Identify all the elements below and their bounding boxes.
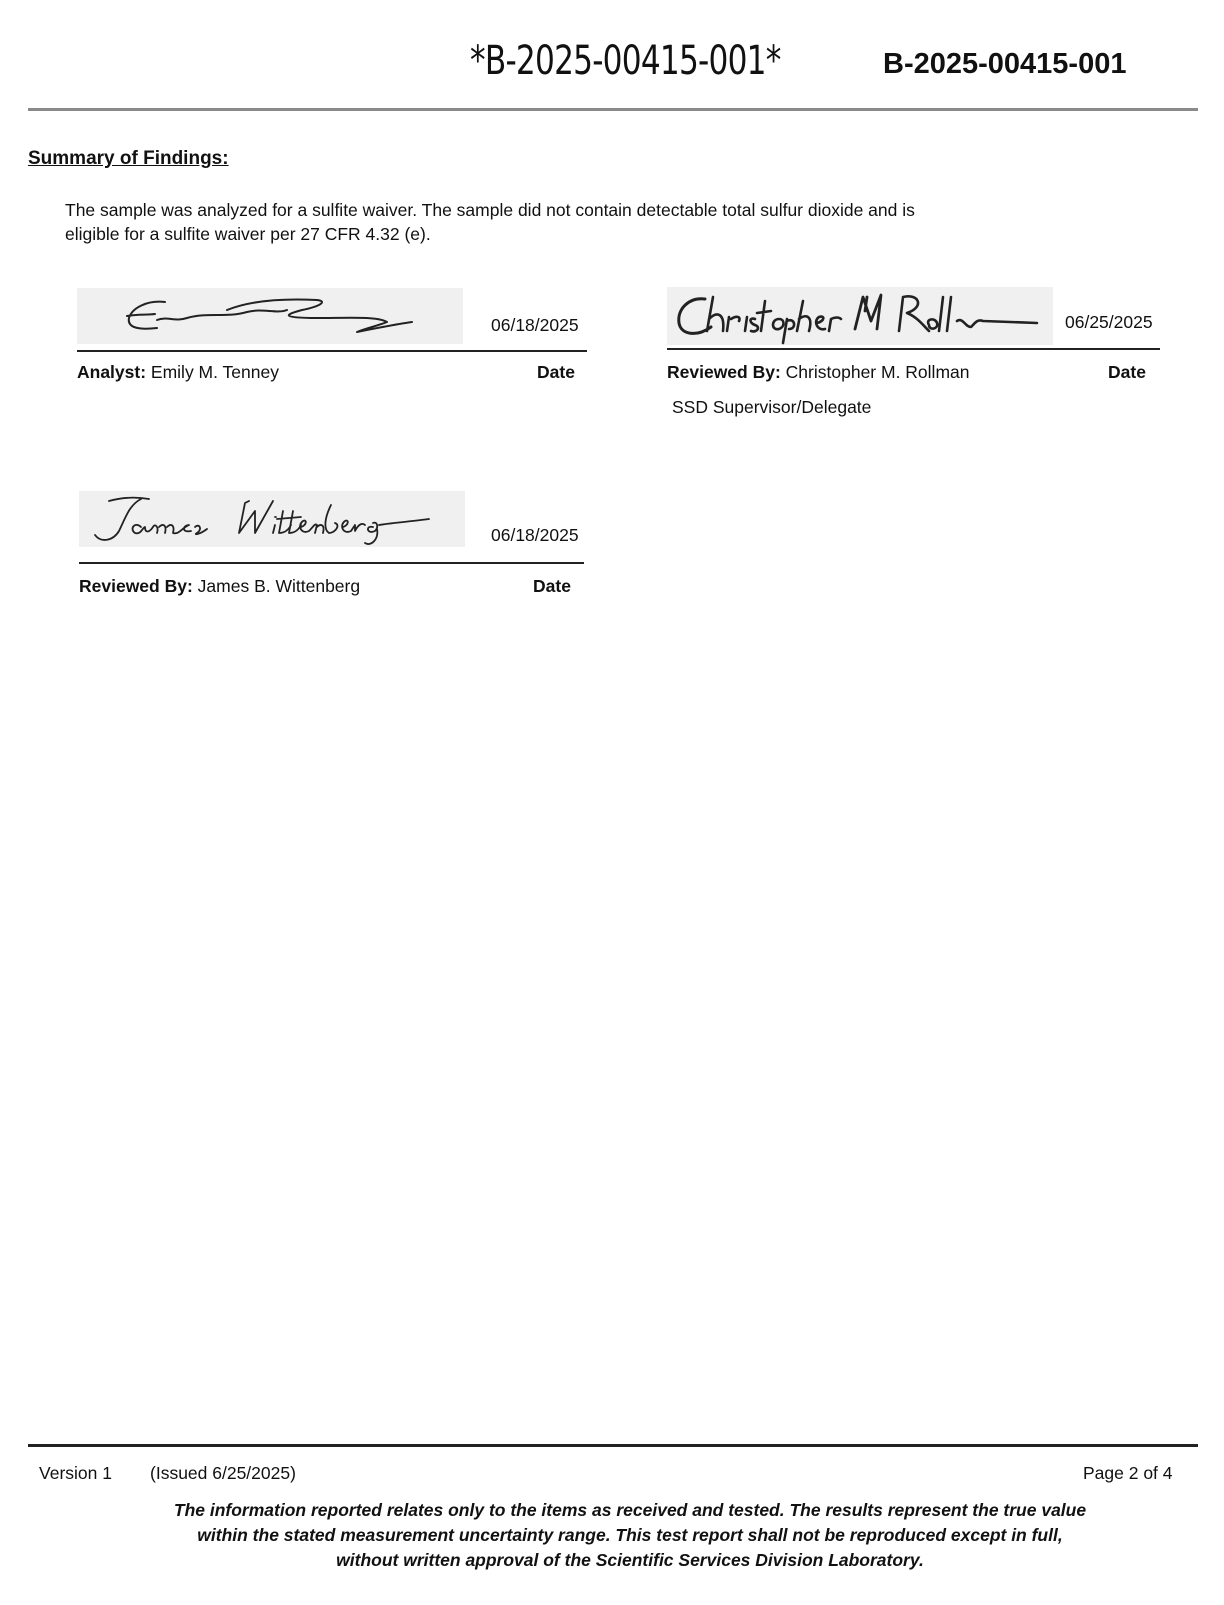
- supervisor-title: SSD Supervisor/Delegate: [672, 397, 872, 417]
- page-number: Page 2 of 4: [1083, 1463, 1173, 1483]
- disclaimer: [130, 1498, 1130, 1573]
- analyst-name: Emily M. Tenney: [150, 362, 279, 382]
- reviewer-role-label: Reviewed By:: [79, 576, 193, 596]
- analyst-signature-drawing: [77, 288, 463, 344]
- supervisor-role-label: Reviewed By:: [667, 362, 781, 382]
- reviewer-signature-date: 06/18/2025: [491, 525, 579, 545]
- summary-heading: Summary of Findings:: [28, 148, 229, 169]
- disclaimer-line: within the stated measurement uncertainty range. This test report shall not be reproduced except in full,: [197, 1525, 1063, 1545]
- analyst-role-label: Analyst:: [77, 362, 147, 382]
- reviewer-date-label: Date: [533, 576, 571, 596]
- reviewer-signature-line: [79, 562, 584, 564]
- disclaimer-line: The information reported relates only to the items as received and tested. The results represent the true value: [173, 1500, 1087, 1520]
- version-label: Version 1: [39, 1463, 112, 1483]
- supervisor-date-label: Date: [1108, 362, 1146, 382]
- reviewer-signature-drawing: [79, 491, 465, 547]
- reviewer-name: James B. Wittenberg: [197, 576, 361, 596]
- sample-id: B-2025-00415-001: [883, 48, 1127, 80]
- footer-divider: [28, 1444, 1198, 1447]
- analyst-date-label: Date: [537, 362, 575, 382]
- analyst-signature-date: 06/18/2025: [491, 315, 579, 335]
- supervisor-name: Christopher M. Rollman: [785, 362, 970, 382]
- supervisor-signature-date: 06/25/2025: [1065, 312, 1153, 332]
- reviewer-signature-image: [79, 491, 465, 547]
- supervisor-signature-image: [667, 287, 1053, 345]
- supervisor-signature-line: [667, 348, 1160, 350]
- issued-date: (Issued 6/25/2025): [150, 1463, 296, 1483]
- analyst-signature-image: [77, 288, 463, 344]
- header-divider: [28, 108, 1198, 111]
- disclaimer-line: without written approval of the Scientific Services Division Laboratory.: [336, 1550, 924, 1570]
- supervisor-signature-drawing: [667, 287, 1053, 345]
- barcode-text: *B-2025-00415-001*: [470, 38, 781, 84]
- analyst-signature-line: [77, 350, 587, 352]
- summary-body: The sample was analyzed for a sulfite waiver. The sample did not contain detectable total sulfur dioxide and is eligible for a sulfite waiver per 27 CFR 4.32 (e).: [65, 200, 915, 244]
